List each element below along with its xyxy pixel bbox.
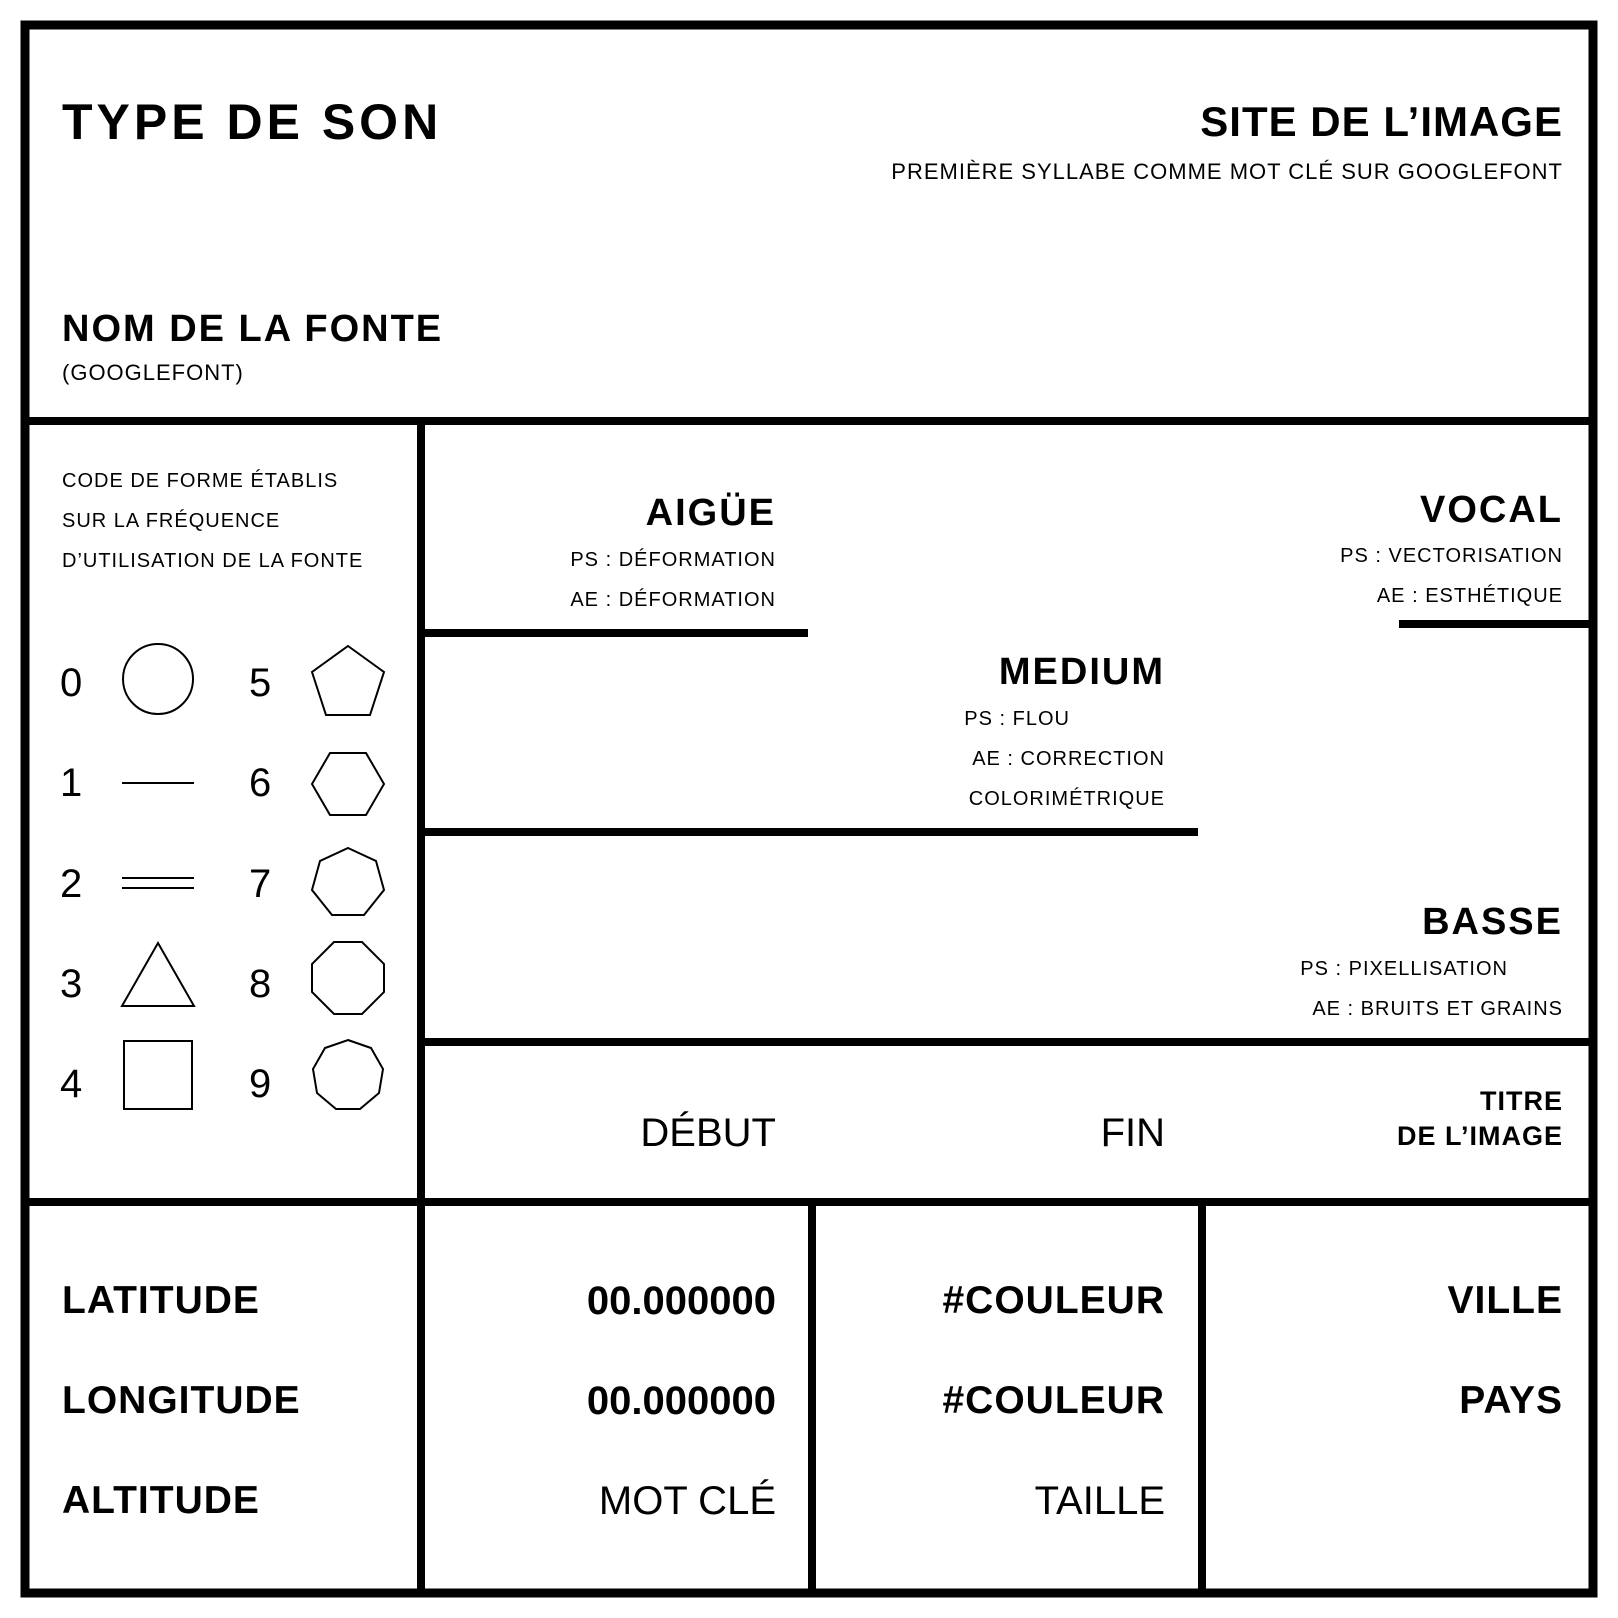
medium-ps: PS : FLOU (964, 708, 1070, 730)
basse-ps: PS : PIXELLISATION (1300, 958, 1508, 980)
circle-icon (123, 644, 193, 714)
pentagon-icon (312, 646, 384, 715)
country-value: PAYS (1459, 1379, 1563, 1422)
latitude-label: LATITUDE (62, 1279, 260, 1322)
font-name-label: NOM DE LA FONTE (62, 308, 444, 350)
octagon-icon (312, 942, 384, 1014)
timeline-end: FIN (1100, 1111, 1165, 1155)
legend-code-8: 8 (249, 962, 272, 1006)
image-site-title: SITE DE L’IMAGE (1200, 98, 1563, 145)
legend-code-5: 5 (249, 661, 272, 705)
longitude-value: 00.000000 (586, 1379, 776, 1423)
legend-caption-line-1: CODE DE FORME ÉTABLIS (62, 470, 339, 492)
nonagon-icon (313, 1040, 383, 1109)
image-site-subtitle: PREMIÈRE SYLLABE COMME MOT CLÉ SUR GOOGLEFONT (891, 159, 1563, 184)
size-value: TAILLE (1034, 1479, 1165, 1523)
image-title: TITRE DE L’IMAGE (1396, 1086, 1563, 1152)
latitude-value: 00.000000 (586, 1279, 776, 1323)
legend-code-4: 4 (60, 1062, 83, 1106)
hexagon-icon (312, 753, 384, 815)
basse-title: BASSE (1422, 901, 1563, 943)
keyword-value: MOT CLÉ (598, 1479, 776, 1523)
legend-code-7: 7 (249, 862, 272, 906)
legend-code-9: 9 (249, 1062, 272, 1106)
legend-code-3: 3 (60, 962, 83, 1006)
legend-code-6: 6 (249, 761, 272, 805)
altitude-label: ALTITUDE (62, 1479, 260, 1522)
vocal-title: VOCAL (1420, 489, 1563, 531)
aigue-title: AIGÜE (645, 492, 776, 534)
vocal-ae: AE : ESTHÉTIQUE (1376, 585, 1563, 607)
heptagon-icon (312, 848, 384, 915)
aigue-ps: PS : DÉFORMATION (570, 549, 776, 571)
legend-code-2: 2 (60, 862, 83, 906)
legend-code-0: 0 (60, 661, 83, 705)
double-line-icon (122, 878, 194, 888)
color-2: #COULEUR (942, 1379, 1165, 1422)
longitude-label: LONGITUDE (62, 1379, 301, 1422)
legend-caption-line-2: SUR LA FRÉQUENCE (62, 510, 281, 532)
sound-type-title: TYPE DE SON (62, 94, 443, 150)
timeline-start: DÉBUT (640, 1111, 776, 1155)
legend-caption-line-3: D’UTILISATION DE LA FONTE (62, 550, 364, 572)
medium-ae-line-2: COLORIMÉTRIQUE (968, 788, 1165, 810)
vocal-ps: PS : VECTORISATION (1340, 545, 1563, 567)
triangle-icon (122, 943, 194, 1006)
square-icon (124, 1041, 192, 1109)
basse-ae: AE : BRUITS ET GRAINS (1312, 998, 1563, 1020)
color-1: #COULEUR (942, 1279, 1165, 1322)
medium-title: MEDIUM (998, 651, 1165, 693)
legend-code-1: 1 (60, 761, 83, 805)
aigue-ae: AE : DÉFORMATION (570, 589, 776, 611)
medium-ae: AE : CORRECTION (972, 748, 1165, 770)
city-value: VILLE (1447, 1279, 1563, 1322)
font-source-label: (GOOGLEFONT) (62, 360, 244, 385)
